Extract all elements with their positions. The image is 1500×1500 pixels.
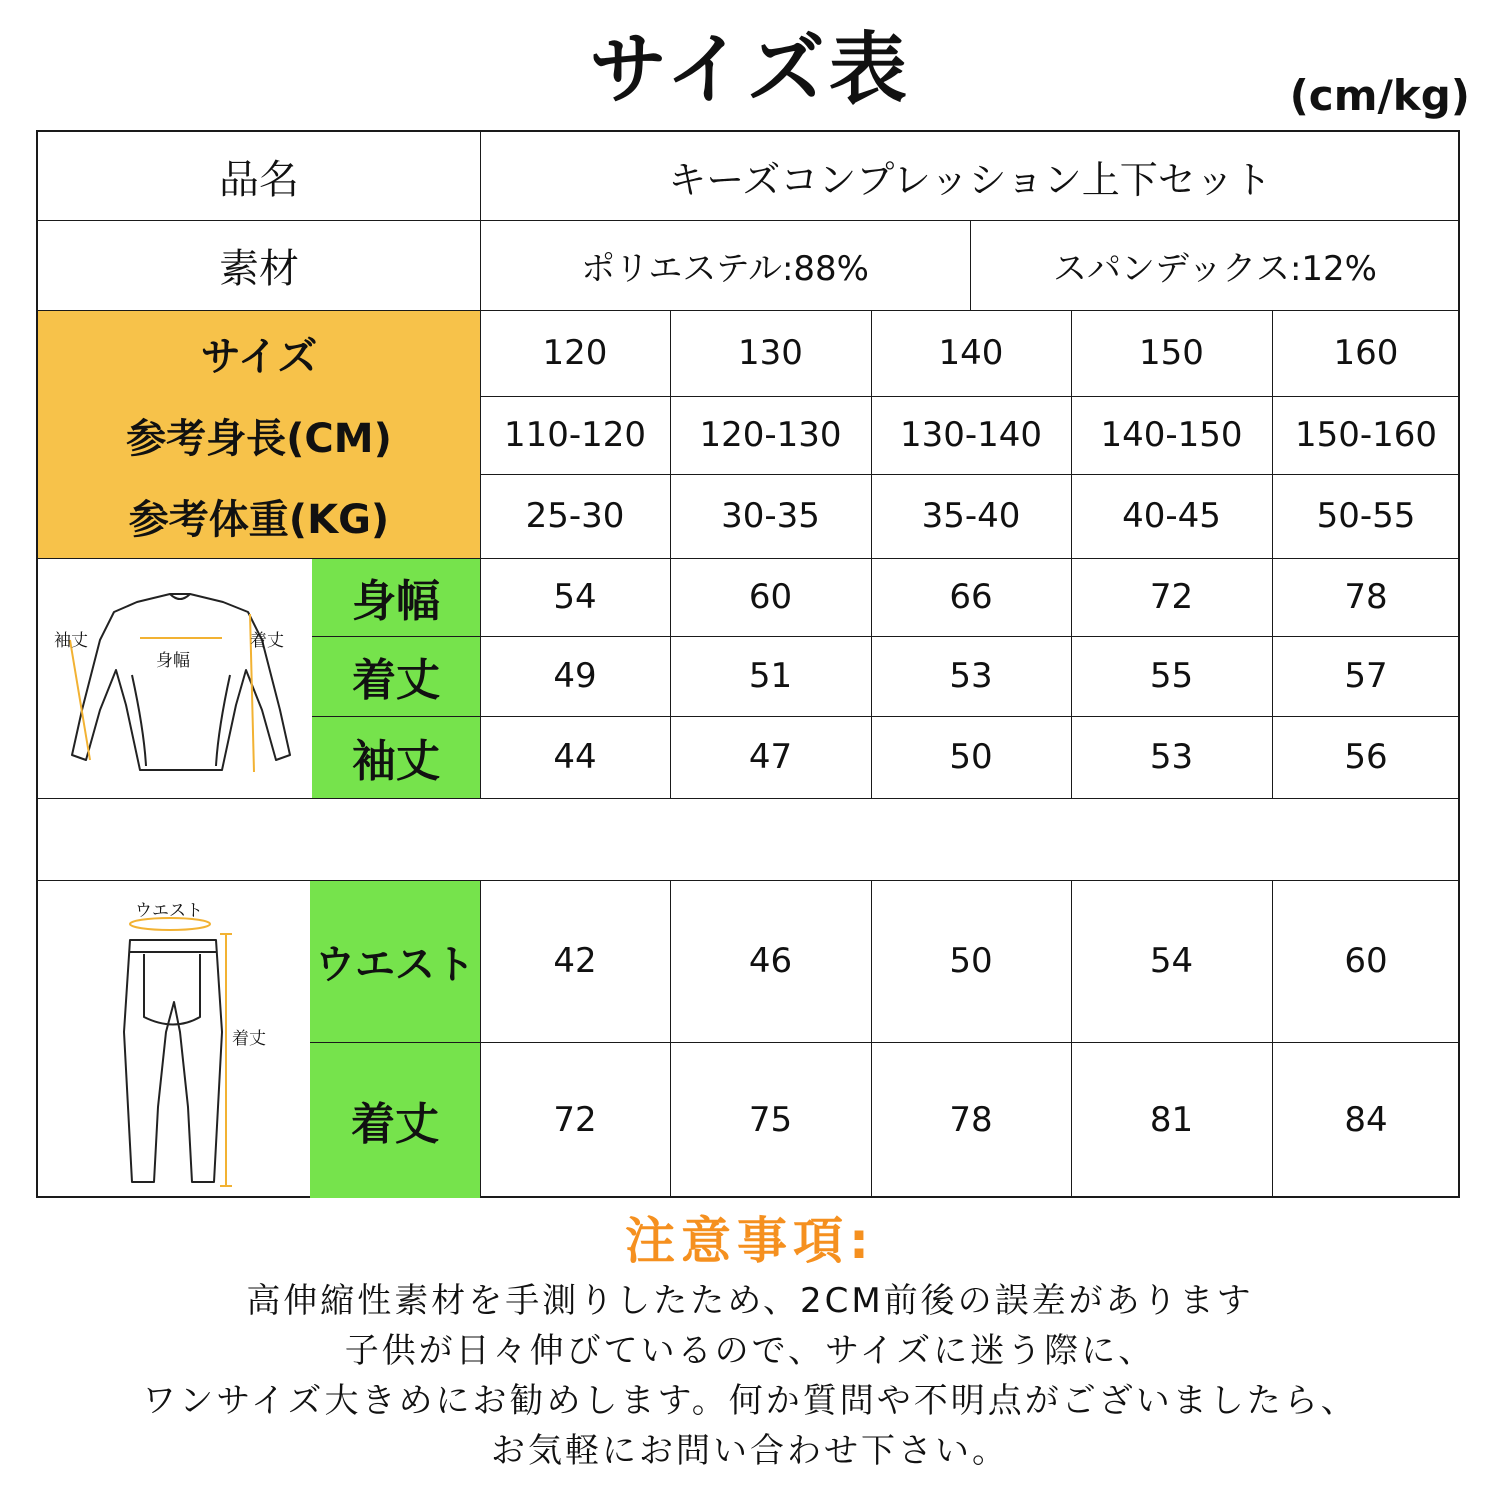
pants-waist-label: ウエスト — [135, 901, 203, 921]
weight-cell: 50-55 — [1316, 496, 1416, 536]
size-label: サイズ — [38, 310, 480, 396]
weight-cell: 30-35 — [721, 496, 820, 536]
waist-cell: 60 — [1344, 941, 1388, 981]
grid-line — [312, 636, 1460, 637]
weight-label: 参考体重(KG) — [38, 474, 480, 558]
grid-line — [38, 220, 1460, 221]
waist-cell: 42 — [553, 941, 597, 981]
height-cell: 110-120 — [503, 415, 647, 455]
top-length-label: 着丈 — [312, 636, 480, 716]
pants-length-cell: 81 — [1149, 1100, 1194, 1140]
product-value: キーズコンプレッション上下セット — [668, 157, 1272, 202]
shirt-length-label: 着丈 — [250, 631, 284, 651]
waist-label: ウエスト — [310, 880, 480, 1042]
grid-line — [1272, 310, 1273, 798]
height-cell: 140-150 — [1100, 415, 1243, 455]
page-title: サイズ表 — [589, 25, 911, 115]
height-cell: 120-130 — [699, 415, 842, 455]
top-length-cell: 51 — [748, 656, 793, 696]
body-width-cell: 78 — [1344, 577, 1388, 617]
weight-cell: 40-45 — [1122, 496, 1221, 536]
top-length-cell: 49 — [553, 656, 597, 696]
size-table — [36, 130, 1460, 1198]
pants-length-cell: 75 — [748, 1100, 793, 1140]
sleeve-cell: 47 — [748, 737, 793, 777]
height-label: 参考身長(CM) — [38, 396, 480, 474]
pants-diagram-icon — [40, 882, 308, 1196]
grid-line — [1272, 880, 1273, 1198]
grid-line — [1071, 310, 1072, 798]
body-width-cell: 72 — [1149, 577, 1194, 617]
pants-svg — [40, 882, 308, 1196]
body-width-label: 身幅 — [312, 558, 480, 636]
grid-line — [970, 220, 971, 310]
grid-line — [670, 310, 671, 798]
product-label: 品名 — [219, 156, 299, 203]
material-polyester: ポリエステル:88% — [581, 248, 869, 289]
notice-line: 子供が日々伸びているので、サイズに迷う際に、 — [344, 1331, 1156, 1371]
shirt-svg — [40, 560, 310, 798]
sleeve-cell: 44 — [553, 737, 597, 777]
shirt-diagram-icon — [40, 560, 310, 798]
grid-line — [1071, 880, 1072, 1198]
sleeve-cell: 53 — [1149, 737, 1194, 777]
shirt-width-label: 身幅 — [156, 651, 190, 671]
grid-line — [871, 310, 872, 798]
size-cell: 120 — [542, 333, 608, 373]
grid-line — [871, 880, 872, 1198]
pants-length-cell: 84 — [1344, 1100, 1388, 1140]
notice-line: 高伸縮性素材を手測りしたため、2CM前後の誤差があります — [246, 1281, 1254, 1321]
grid-line — [480, 396, 1460, 397]
grid-line — [670, 880, 671, 1198]
weight-cell: 25-30 — [525, 496, 625, 536]
pants-length-cell: 78 — [949, 1100, 993, 1140]
grid-line — [38, 880, 1460, 881]
body-width-cell: 60 — [748, 577, 793, 617]
grid-line — [480, 474, 1460, 475]
waist-cell: 50 — [949, 941, 993, 981]
size-cell: 130 — [738, 333, 803, 373]
pants-length-label: 着丈 — [310, 1042, 480, 1198]
material-label: 素材 — [219, 245, 299, 292]
pants-length-fig-label: 着丈 — [232, 1029, 266, 1049]
grid-line — [310, 1042, 1460, 1043]
grid-line — [480, 132, 481, 798]
size-cell: 140 — [938, 333, 1004, 373]
size-cell: 160 — [1333, 333, 1399, 373]
grid-line — [480, 880, 481, 1198]
pants-length-cell: 72 — [553, 1100, 597, 1140]
sleeve-cell: 50 — [949, 737, 993, 777]
grid-line — [38, 798, 1460, 799]
top-length-cell: 57 — [1344, 656, 1388, 696]
waist-cell: 54 — [1149, 941, 1194, 981]
unit-label: (cm/kg) — [1289, 71, 1470, 120]
height-cell: 130-140 — [899, 415, 1043, 455]
material-spandex: スパンデックス:12% — [1052, 248, 1377, 289]
body-width-cell: 66 — [949, 577, 993, 617]
size-cell: 150 — [1139, 333, 1204, 373]
grid-line — [38, 558, 1460, 559]
top-length-cell: 53 — [949, 656, 993, 696]
notice-line: ワンサイズ大きめにお勧めします。何か質問や不明点がございましたら、 — [142, 1381, 1358, 1421]
body-width-cell: 54 — [553, 577, 597, 617]
weight-cell: 35-40 — [921, 496, 1021, 536]
top-length-cell: 55 — [1149, 656, 1194, 696]
notice-title: 注意事項: — [625, 1212, 875, 1270]
notice-line: お気軽にお問い合わせ下さい。 — [491, 1431, 1009, 1471]
sleeve-label: 袖丈 — [312, 716, 480, 798]
waist-cell: 46 — [748, 941, 793, 981]
shirt-sleeve-label: 袖丈 — [54, 631, 88, 651]
height-cell: 150-160 — [1294, 415, 1438, 455]
grid-line — [38, 310, 1460, 311]
sleeve-cell: 56 — [1344, 737, 1388, 777]
grid-line — [312, 716, 1460, 717]
